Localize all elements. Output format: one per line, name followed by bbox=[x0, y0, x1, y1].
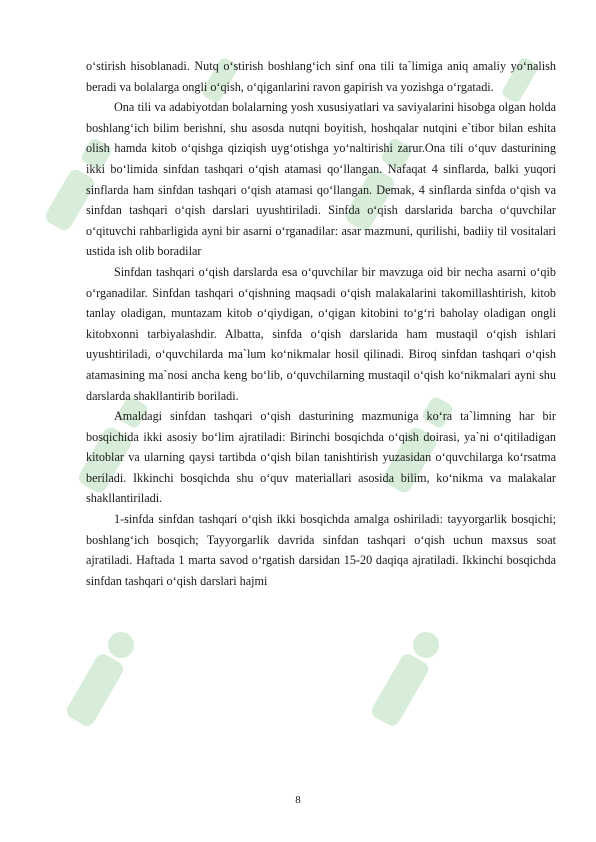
paragraph: Ona tili va adabiyotdan bolalarning yosh xususiyatlari va saviyalarini hisobga olgan holda boshlang‘ich bilim berishni, shu asosda nutqni boyitish, hoshqalar nutqini e`tibor bilan eshita olish hamda kitob o‘qishga qiziqish uyg‘otishga yo‘naltirishi zarur.Ona tili o‘quv dasturining ikki bo‘limida sinfdan tashqari o‘qish atamasi qo‘llangan. Nafaqat 4 sinflarda, balki yuqori sinflarda ham sinfdan tashqari o‘qish atamasi qo‘llangan. Demak, 4 sinflarda sinfda o‘qish va sinfdan tashqari o‘qish darslari uyushtiriladi. Sinfda o‘qish darslarida barcha o‘quvchilar o‘qituvchi rahbarligida ayni bir asarni o‘rganadilar: asar mazmuni, qurilishi, badiiy til vositalari ustida ish olib boradilar bbox=[86, 100, 556, 259]
paragraph: 1-sinfda sinfdan tashqari o‘qish ikki bosqichda amalga oshiriladi: tayyorgarlik bosqichi; boshlang‘ich bosqich; Tayyorgarlik davrida sinfdan tashqari o‘qish uchun maxsus soat ajratiladi. Haftada 1 marta savod o‘rgatish darsidan 15-20 daqiqa ajratiladi. Ikkinchi bosqichda sinfdan tashqari o‘qish darslari hajmi bbox=[86, 512, 556, 588]
page-body bbox=[86, 56, 556, 591]
page-number: 8 bbox=[295, 794, 301, 806]
paragraph-continuation: o‘stirish hisoblanadi. Nutq o‘stirish boshlang‘ich sinf ona tili ta`limiga aniq amaliy yo‘nalish beradi va bolalarga ongli o‘qish, o‘qiganlarini ravon gapirish va yozishga o‘rgatadi. bbox=[86, 59, 556, 94]
paragraph: Sinfdan tashqari o‘qish darslarda esa o‘quvchilar bir mavzuga oid bir necha asarni o‘qib o‘rganadilar. Sinfdan tashqari o‘qishning maqsadi o‘qish malakalarini takomillashtirish, kitob tanlay oladigan, muntazam kitob o‘qiydigan, o‘qigan kitobini to‘g‘ri baholay oladigan ongli kitobxonni tarbiyalashdir. Albatta, sinfda o‘qish darslarida ham mustaqil o‘qish ishlari uyushtiriladi, o‘quvchilarda ma`lum ko‘nikmalar hosil qilinadi. Biroq sinfdan tashqari o‘qish atamasining ma`nosi ancha keng bo‘lib, o‘quvchilarning mustaqil o‘qish ko‘nikmalari ayni shu darslarda shakllantirib boriladi. bbox=[86, 264, 556, 403]
paragraph: Amaldagi sinfdan tashqari o‘qish dasturining mazmuniga ko‘ra ta`limning har bir bosqichida ikki asosiy bo‘lim ajratiladi: Birinchi bosqichda o‘qish doirasi, ya`ni o‘qitiladigan kitoblar va ularning qaysi tartibda o‘qish bilan tanishtirish yuzasidan o‘quvchilarga ko‘rsatma beriladi. Ikkinchi bosqichda shu o‘quv materiallari asosida bilim, ko‘nikma va malakalar shakllantiriladi. bbox=[86, 409, 556, 506]
